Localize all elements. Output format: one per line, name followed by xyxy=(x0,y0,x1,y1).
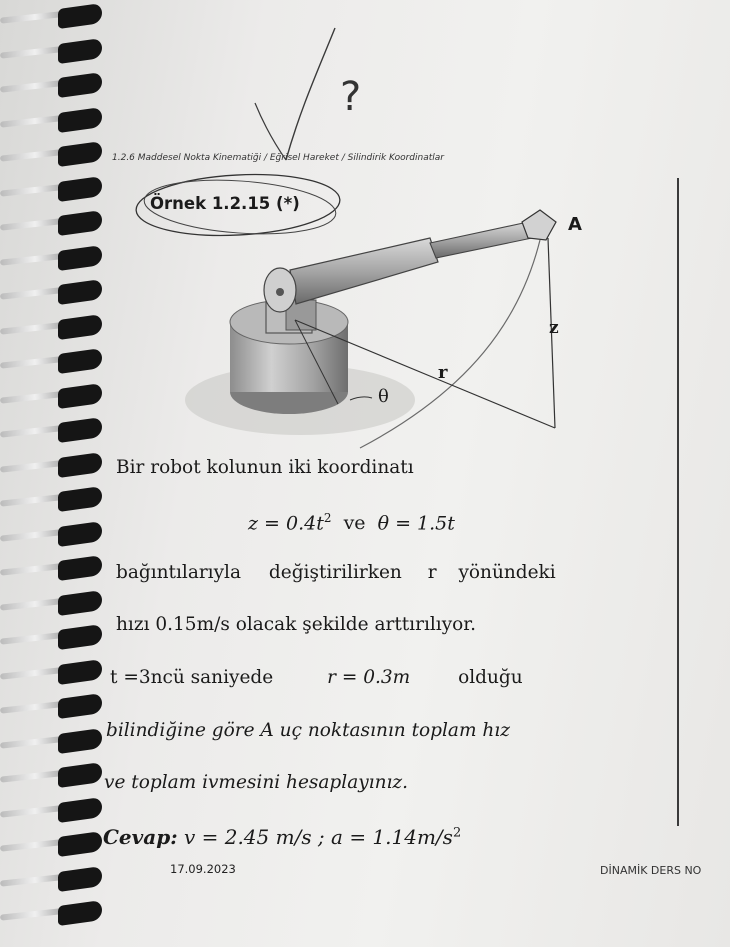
answer-exp: 2 xyxy=(452,825,462,841)
text-span: bağıntılarıyla xyxy=(116,562,242,583)
eq-z: z = 0.4t xyxy=(248,512,324,535)
answer-label: Cevap: xyxy=(103,825,178,849)
eq-z-exp: 2 xyxy=(323,511,332,525)
text-span: r = 0.3m xyxy=(327,667,411,688)
text-span: t =3ncü saniyede xyxy=(110,667,274,688)
text-span: değiştirilirken xyxy=(268,562,402,583)
eq-theta: θ = 1.5t xyxy=(377,512,455,535)
pen-stroke xyxy=(255,103,286,160)
date-stamp: 17.09.2023 xyxy=(170,862,236,876)
problem-line-6: bilindiğine göre A uç noktasının toplam hız xyxy=(106,720,510,741)
answer-text: v = 2.45 m/s ; a = 1.14m/s xyxy=(177,825,453,849)
problem-line-5 xyxy=(110,667,523,688)
problem-line-1: Bir robot kolunun iki koordinatı xyxy=(116,457,414,478)
problem-line-7: ve toplam ivmesini hesaplayınız. xyxy=(104,772,409,793)
label-z: z xyxy=(549,318,559,338)
course-footer: DİNAMİK DERS NO xyxy=(600,864,702,877)
example-title: Örnek 1.2.15 (*) xyxy=(150,194,300,213)
problem-line-4: hızı 0.15m/s olacak şekilde arttırılıyor. xyxy=(116,614,476,635)
problem-line-3 xyxy=(116,562,556,583)
question-mark: ? xyxy=(340,74,362,120)
equation-line xyxy=(248,511,455,534)
pen-stroke xyxy=(286,28,335,160)
label-r: r xyxy=(438,362,448,383)
label-theta: θ xyxy=(378,386,389,407)
section-header: 1.2.6 Maddesel Nokta Kinematiği / Eğrisel Hareket / Silindirik Koordinatlar xyxy=(112,153,444,163)
label-A: A xyxy=(568,214,582,235)
text-span: yönündeki xyxy=(458,562,556,583)
text-span: r xyxy=(427,562,437,583)
eq-ve: ve xyxy=(343,512,366,535)
text-span: olduğu xyxy=(458,667,523,688)
answer-line xyxy=(103,825,461,849)
